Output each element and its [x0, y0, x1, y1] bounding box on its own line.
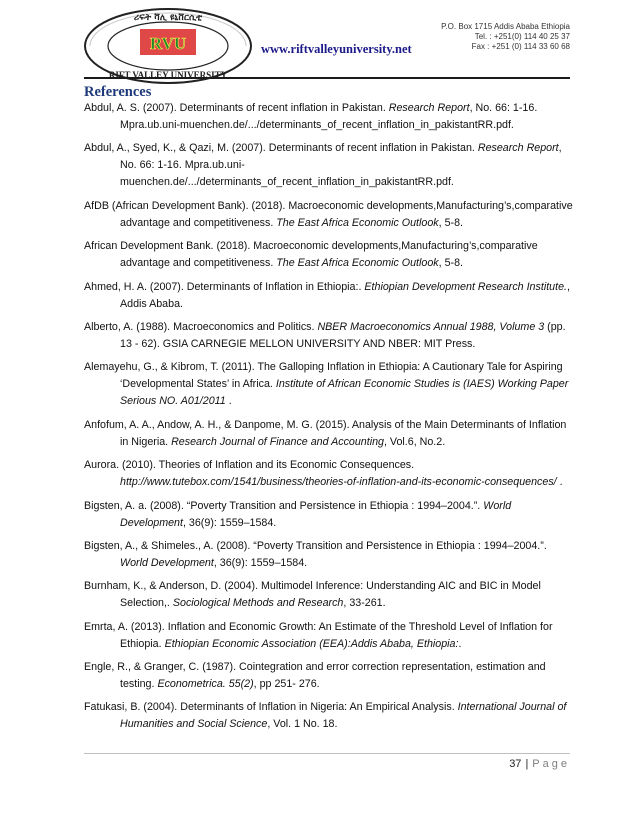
reference-entry — [84, 359, 576, 410]
page-number-value: 37 — [509, 758, 522, 770]
reference-list — [84, 100, 576, 740]
reference-details: , Vol.6, No.2. — [383, 435, 446, 448]
reference-entry — [84, 319, 576, 353]
reference-source: Institute of African Economic Studies is (IAES) Working Paper Serious NO. A01/2011 — [120, 378, 569, 408]
reference-text: Anfofum, A. A., Andow, A. H., & Danpome, M. G. (2015). Analysis of the Main Determinants of Inflation in Nigeria. — [84, 418, 567, 448]
reference-text: AfDB (African Development Bank). (2018). Macroeconomic developments,Manufacturing’s,comparative advantage and competitiveness. — [84, 199, 573, 229]
reference-text: Engle, R., & Granger, C. (1987). Cointegration and error correction representation, estimation and testing. — [84, 661, 546, 691]
page-number — [509, 758, 570, 770]
reference-details: , 33-261. — [343, 597, 386, 610]
reference-text: Aurora. (2010). Theories of Inflation and its Economic Consequences. — [84, 459, 415, 472]
reference-entry — [84, 198, 576, 232]
reference-details: . — [225, 395, 232, 408]
reference-entry — [84, 578, 576, 612]
reference-source: http://www.tutebox.com/1541/business/theories-of-inflation-and-its-economic-consequences/ — [120, 476, 557, 489]
po-box: P.O. Box 1715 Addis Ababa Ethiopia — [441, 22, 570, 31]
reference-source: Sociological Methods and Research — [172, 597, 344, 610]
reference-details: , 36(9): 1559–1584. — [182, 516, 277, 529]
reference-text: Bigsten, A. a. (2008). “Poverty Transition and Persistence in Ethiopia : 1994–2004.”. — [84, 499, 484, 512]
reference-source: NBER Macroeconomics Annual 1988, Volume 3 — [317, 320, 545, 333]
reference-source: Research Journal of Finance and Accounting — [171, 435, 384, 448]
reference-text: Alberto, A. (1988). Macroeconomics and Politics. — [84, 320, 318, 333]
page-separator: | — [525, 758, 529, 770]
reference-source: International Journal of Humanities and Social Science — [120, 701, 567, 731]
reference-text: Fatukasi, B. (2004). Determinants of Inflation in Nigeria: An Empirical Analysis. — [84, 701, 458, 714]
reference-source: Ethiopian Development Research Institute. — [364, 280, 567, 293]
reference-entry — [84, 619, 576, 653]
reference-entry — [84, 140, 576, 191]
reference-source: World Development — [120, 556, 214, 569]
reference-details: , pp 251- 276. — [253, 678, 320, 691]
reference-entry — [84, 279, 576, 313]
telephone: Tel. : +251(0) 114 40 25 37 — [474, 32, 570, 41]
reference-details: , No. 66: 1-16. Mpra.ub.uni-muenchen.de/.../determinants_of_recent_inflation_in_pakistantRR.pdf. — [120, 142, 562, 189]
section-title: References — [84, 84, 152, 100]
contact-block — [420, 22, 570, 52]
reference-text: Abdul, A., Syed, K., & Qazi, M. (2007). Determinants of recent inflation in Pakistan. — [84, 142, 478, 155]
reference-details: , 36(9): 1559–1584. — [213, 556, 308, 569]
reference-source: Research Report — [477, 142, 559, 155]
reference-entry — [84, 659, 576, 693]
reference-source: Research Report — [388, 102, 470, 114]
logo-monogram: RVU — [149, 34, 187, 53]
reference-entry — [84, 100, 576, 134]
reference-text: Bigsten, A., & Shimeles., A. (2008). “Poverty Transition and Persistence in Ethiopia : 1994–2004.”. — [84, 539, 547, 552]
reference-text: Alemayehu, G., & Kibrom, T. (2011). The Galloping Inflation in Ethiopia: A Cautionary Tale for Aspiring ‘Developmental States’ in Africa. — [84, 361, 563, 391]
reference-source: Ethiopian Economic Association (EEA):Addis Ababa, Ethiopia: — [164, 637, 459, 650]
reference-details: , No. 66: 1-16. Mpra.ub.uni-muenchen.de/.../determinants_of_recent_inflation_in_pakistantRR.pdf. — [120, 102, 538, 131]
reference-text: Ahmed, H. A. (2007). Determinants of Inflation in Ethiopia:. — [84, 280, 365, 293]
website-link[interactable]: www.riftvalleyuniversity.net — [261, 42, 412, 56]
reference-entry — [84, 457, 576, 491]
university-logo — [82, 6, 254, 86]
reference-entry — [84, 417, 576, 451]
reference-source: World Development — [120, 499, 512, 529]
reference-details: , 5-8. — [438, 257, 463, 270]
footer-divider — [84, 753, 570, 754]
reference-text: Emrta, A. (2013). Inflation and Economic Growth: An Estimate of the Threshold Level of Inflation for Ethiopia. — [84, 620, 553, 650]
reference-text: African Development Bank. (2018). Macroeconomic developments,Manufacturing’s,comparative advantage and competitiveness. — [84, 240, 538, 270]
reference-details: . — [458, 637, 462, 650]
reference-source: The East Africa Economic Outlook — [276, 216, 439, 229]
reference-source: Econometrica. 55(2) — [157, 678, 254, 691]
reference-details: . — [556, 476, 563, 489]
reference-entry — [84, 538, 576, 572]
header-divider — [84, 77, 570, 79]
reference-details: , Vol. 1 No. 18. — [267, 718, 338, 731]
page-word: Page — [532, 758, 570, 770]
reference-details: , Addis Ababa. — [120, 280, 570, 310]
fax: Fax : +251 (0) 114 33 60 68 — [471, 42, 570, 51]
reference-entry — [84, 498, 576, 532]
reference-text: Abdul, A. S. (2007). Determinants of recent inflation in Pakistan. — [84, 102, 389, 114]
logo-bottom-text: RIFT VALLEY UNIVERSITY — [108, 70, 228, 80]
logo-top-text: ሪፍት ቫሊ ዩኒቨርሲቲ — [133, 13, 203, 23]
reference-text: Burnham, K., & Anderson, D. (2004). Multimodel Inference: Understanding AIC and BIC in Model Selection,. — [84, 580, 541, 610]
reference-details: (pp. 13 - 62). GSIA CARNEGIE MELLON UNIVERSITY AND NBER: MIT Press. — [120, 320, 566, 350]
reference-entry — [84, 699, 576, 733]
reference-details: , 5-8. — [438, 216, 463, 229]
reference-source: The East Africa Economic Outlook — [276, 257, 439, 270]
reference-entry — [84, 238, 576, 272]
